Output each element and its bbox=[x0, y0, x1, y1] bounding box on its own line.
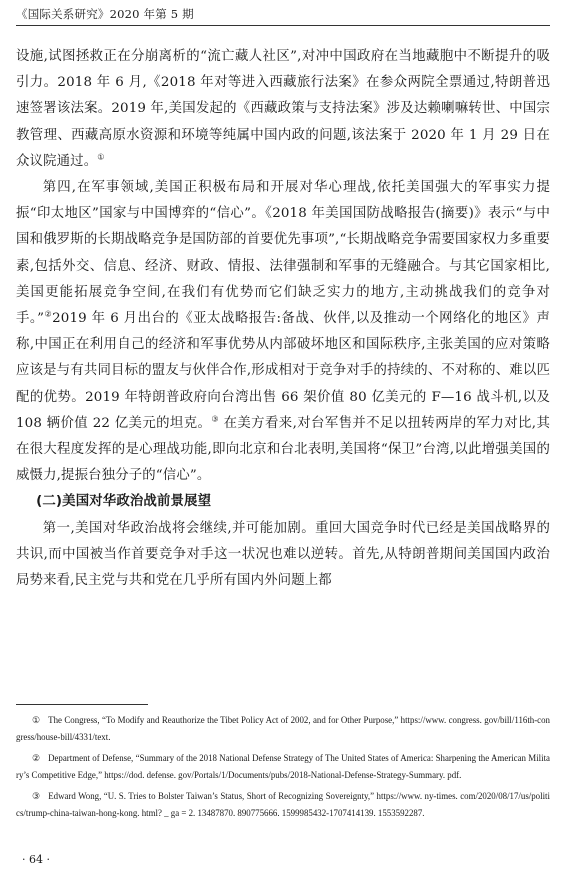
footnote-2 bbox=[16, 750, 550, 785]
paragraph-2-text-c: 在美方看来,对台军售并不足以扭转两岸的军力对比,其在很大程度发挥的是心理战功能,即向北京和台北表明,美国将“保卫”台湾,以此增强美国的威慑力,提振台独分子的“信心”。 bbox=[16, 415, 551, 484]
footnote-ref-3[interactable]: ③ bbox=[211, 414, 219, 424]
paragraph-2-text-a: 第四,在军事领域,美国正积极布局和开展对华心理战,依托美国强大的军事实力提振“印太地区”国家与中国博弈的“信心”。《2018 年美国国防战略报告(摘要)》表示“与中国和俄罗斯的长期战略竞争是国防部的首要优先事项”,“长期战略竞争需要国家权力多重要素,包括外交、信息、经济、财政、情报、法律强制和军事的无缝融合。与其它国家相比,美国更能拓展竞争空间,在我们有优势而它们缺乏实力的地方,主动挑战我们的竞争对手。” bbox=[16, 180, 550, 327]
paragraph-2 bbox=[16, 175, 550, 489]
footnote-2-text: Department of Defense, “Summary of the 2018 National Defense Strategy of The United States of America: Sharpening the American Military’s Competitive Edge,” https://dod. defense. gov/Portals/1/Documents/pubs/2018-National-Defense-Strategy-Summary. pdf. bbox=[16, 752, 550, 781]
footnote-2-number: ② bbox=[32, 752, 41, 763]
footnote-1-number: ① bbox=[32, 715, 41, 725]
main-text bbox=[16, 44, 550, 594]
page-number: · 64 · bbox=[22, 853, 50, 866]
journal-title: 《国际关系研究》2020 年第 5 期 bbox=[16, 7, 194, 21]
running-header bbox=[16, 6, 550, 26]
footnote-divider bbox=[16, 704, 148, 705]
section-heading: (二)美国对华政治战前景展望 bbox=[36, 494, 212, 510]
footnote-ref-1[interactable]: ① bbox=[97, 152, 105, 162]
footnotes bbox=[16, 712, 550, 825]
footnote-1-text: The Congress, “To Modify and Reauthorize the Tibet Policy Act of 2002, and for Other Purpose,” https://www. congress. gov/bill/116th-congress/house-bill/4331/text. bbox=[16, 715, 550, 743]
paragraph-2-text-b: 2019 年 6 月出台的《亚太战略报告:备战、伙伴,以及推动一个网络化的地区》声称,中国正在利用自己的经济和军事优势从内部破坏地区和国际秩序,主张美国的应对策略应该是与有共同目标的盟友与伙伴合作,形成相对于竞争对手的持续的、不对称的、难以匹配的优势。2019 年特朗普政府向台湾出售 66 架价值 80 亿美元的 F—16 战斗机,以及 108 辆价值 22 亿美元的坦克。 bbox=[16, 311, 550, 431]
footnote-1 bbox=[16, 712, 550, 747]
paragraph-3: 第一,美国对华政治战将会继续,并可能加剧。重回大国竞争时代已经是美国战略界的共识,而中国被当作首要竞争对手这一状况也难以逆转。首先,从特朗普期间美国国内政治局势来看,民主党与共和党在几乎所有国内外问题上都 bbox=[16, 520, 550, 589]
footnote-3-number: ③ bbox=[32, 790, 41, 801]
footnote-3 bbox=[16, 788, 550, 823]
paragraph-1 bbox=[16, 44, 550, 175]
paragraph-1-text: 设施,试图拯救正在分崩离析的“流亡藏人社区”,对冲中国政府在当地藏胞中不断提升的吸引力。2018 年 6 月,《2018 年对等进入西藏旅行法案》在参众两院全票通过,特朗普迅速签署该法案。2019 年,美国发起的《西藏政策与支持法案》涉及达赖喇嘛转世、中国宗教管理、西藏高原水资源和环境等纯属中国内政的问题,该法案于 2020 年 1 月 29 日在众议院通过。 bbox=[16, 49, 550, 169]
footnote-ref-2[interactable]: ② bbox=[44, 309, 53, 319]
footnote-3-text: Edward Wong, “U. S. Tries to Bolster Taiwan’s Status, Short of Recognizing Sovereignty,” https://www. ny-times. com/2020/08/17/us/politics/trump-china-taiwan-hong-kong. html? _ ga = 2. 13487870. 890775666. 1599985432-1707414139. 1553592287. bbox=[16, 790, 550, 819]
